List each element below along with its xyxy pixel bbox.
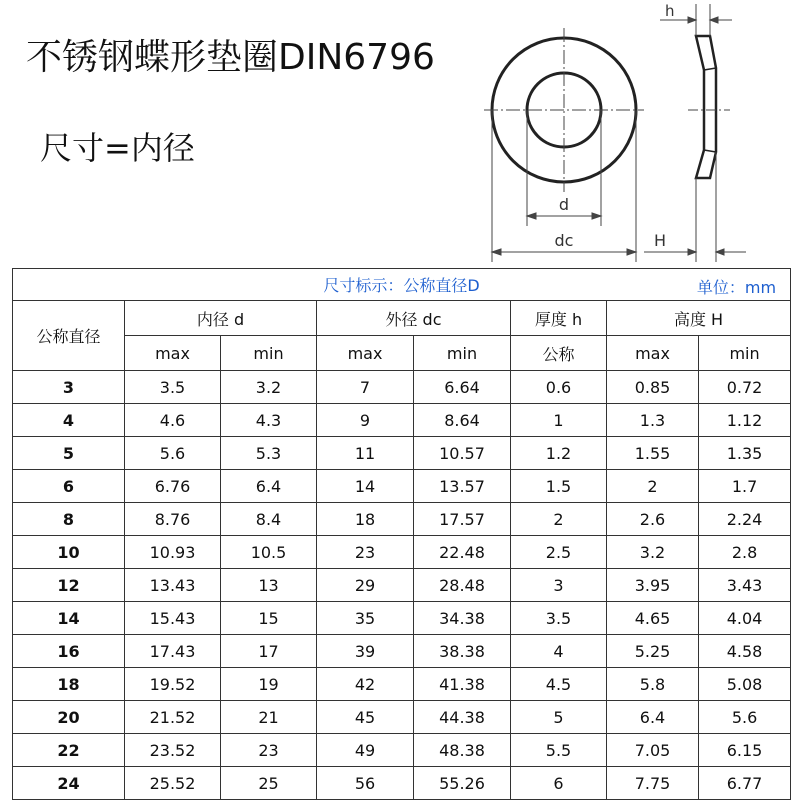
table-row <box>13 569 791 602</box>
subheader-height-min: min <box>699 336 791 371</box>
cell-nominal-diameter: 18 <box>13 668 125 701</box>
cell-height-max: 5.25 <box>607 635 699 668</box>
cell-outer-min: 22.48 <box>414 536 511 569</box>
header-nominal-diameter: 公称直径 <box>13 301 125 371</box>
cell-thickness: 0.6 <box>511 371 607 404</box>
cell-outer-min: 17.57 <box>414 503 511 536</box>
cell-height-max: 5.8 <box>607 668 699 701</box>
cell-height-min: 2.24 <box>699 503 791 536</box>
page-subtitle: 尺寸=内径 <box>40 129 195 167</box>
cell-outer-max: 14 <box>317 470 414 503</box>
cell-inner-max: 5.6 <box>125 437 221 470</box>
washer-side-view <box>696 36 716 178</box>
label-H: H <box>654 231 667 250</box>
cell-nominal-diameter: 14 <box>13 602 125 635</box>
table-row <box>13 437 791 470</box>
cell-outer-min: 34.38 <box>414 602 511 635</box>
cell-inner-max: 21.52 <box>125 701 221 734</box>
cell-height-min: 6.15 <box>699 734 791 767</box>
cell-outer-max: 49 <box>317 734 414 767</box>
cell-height-max: 7.05 <box>607 734 699 767</box>
cell-thickness: 3.5 <box>511 602 607 635</box>
cell-outer-min: 44.38 <box>414 701 511 734</box>
cell-thickness: 1.5 <box>511 470 607 503</box>
label-dc: dc <box>554 231 574 250</box>
cell-height-min: 6.77 <box>699 767 791 800</box>
cell-height-min: 4.04 <box>699 602 791 635</box>
cell-height-min: 1.7 <box>699 470 791 503</box>
cell-height-max: 0.85 <box>607 371 699 404</box>
cell-inner-min: 5.3 <box>221 437 317 470</box>
cell-thickness: 3 <box>511 569 607 602</box>
cell-inner-max: 19.52 <box>125 668 221 701</box>
cell-inner-min: 10.5 <box>221 536 317 569</box>
table-body <box>13 371 791 800</box>
cell-inner-min: 13 <box>221 569 317 602</box>
cell-inner-max: 25.52 <box>125 767 221 800</box>
cell-height-min: 5.08 <box>699 668 791 701</box>
subheader-outer-max: max <box>317 336 414 371</box>
cell-outer-max: 9 <box>317 404 414 437</box>
cell-inner-min: 17 <box>221 635 317 668</box>
header-inner-diameter: 内径 d <box>125 301 317 336</box>
table-row <box>13 734 791 767</box>
cell-inner-max: 17.43 <box>125 635 221 668</box>
cell-nominal-diameter: 24 <box>13 767 125 800</box>
cell-outer-max: 35 <box>317 602 414 635</box>
table-row <box>13 767 791 800</box>
table-unit: 单位：mm <box>696 278 777 297</box>
cell-height-max: 1.3 <box>607 404 699 437</box>
table-row <box>13 536 791 569</box>
cell-nominal-diameter: 6 <box>13 470 125 503</box>
subheader-thickness-nominal: 公称 <box>511 336 607 371</box>
cell-inner-min: 21 <box>221 701 317 734</box>
cell-thickness: 5.5 <box>511 734 607 767</box>
cell-thickness: 2 <box>511 503 607 536</box>
cell-thickness: 6 <box>511 767 607 800</box>
cell-outer-max: 11 <box>317 437 414 470</box>
cell-outer-min: 28.48 <box>414 569 511 602</box>
cell-height-max: 7.75 <box>607 767 699 800</box>
cell-thickness: 2.5 <box>511 536 607 569</box>
cell-thickness: 4 <box>511 635 607 668</box>
page-title: 不锈钢蝶形垫圈DIN6796 <box>26 37 435 78</box>
cell-inner-max: 10.93 <box>125 536 221 569</box>
cell-inner-max: 4.6 <box>125 404 221 437</box>
label-d: d <box>558 195 570 214</box>
cell-height-max: 6.4 <box>607 701 699 734</box>
cell-inner-min: 25 <box>221 767 317 800</box>
cell-inner-min: 19 <box>221 668 317 701</box>
label-h: h <box>665 2 675 20</box>
cell-height-min: 4.58 <box>699 635 791 668</box>
table-row <box>13 701 791 734</box>
cell-outer-max: 45 <box>317 701 414 734</box>
cell-outer-max: 42 <box>317 668 414 701</box>
cell-nominal-diameter: 20 <box>13 701 125 734</box>
cell-outer-max: 29 <box>317 569 414 602</box>
cell-inner-max: 23.52 <box>125 734 221 767</box>
cell-inner-min: 4.3 <box>221 404 317 437</box>
washer-center-lines <box>484 28 644 192</box>
cell-height-min: 3.43 <box>699 569 791 602</box>
cell-thickness: 1 <box>511 404 607 437</box>
table-subheader-row <box>13 336 791 371</box>
cell-inner-max: 13.43 <box>125 569 221 602</box>
header-outer-diameter: 外径 dc <box>317 301 511 336</box>
cell-nominal-diameter: 10 <box>13 536 125 569</box>
table-row <box>13 404 791 437</box>
cell-outer-min: 55.26 <box>414 767 511 800</box>
cell-inner-max: 15.43 <box>125 602 221 635</box>
header-height: 高度 H <box>607 301 791 336</box>
cell-height-max: 2.6 <box>607 503 699 536</box>
cell-outer-min: 48.38 <box>414 734 511 767</box>
cell-outer-max: 23 <box>317 536 414 569</box>
cell-height-max: 4.65 <box>607 602 699 635</box>
table-row <box>13 635 791 668</box>
cell-height-min: 1.35 <box>699 437 791 470</box>
cell-outer-min: 13.57 <box>414 470 511 503</box>
cell-outer-max: 18 <box>317 503 414 536</box>
cell-nominal-diameter: 3 <box>13 371 125 404</box>
cell-nominal-diameter: 16 <box>13 635 125 668</box>
cell-nominal-diameter: 4 <box>13 404 125 437</box>
header-thickness: 厚度 h <box>511 301 607 336</box>
table-row <box>13 470 791 503</box>
cell-outer-max: 56 <box>317 767 414 800</box>
table-caption: 尺寸标示：公称直径D <box>323 276 480 295</box>
cell-outer-min: 38.38 <box>414 635 511 668</box>
table-caption-row <box>13 269 791 301</box>
cell-thickness: 4.5 <box>511 668 607 701</box>
cell-outer-min: 8.64 <box>414 404 511 437</box>
subheader-outer-min: min <box>414 336 511 371</box>
cell-height-max: 2 <box>607 470 699 503</box>
cell-nominal-diameter: 8 <box>13 503 125 536</box>
cell-nominal-diameter: 22 <box>13 734 125 767</box>
cell-outer-min: 41.38 <box>414 668 511 701</box>
cell-inner-min: 6.4 <box>221 470 317 503</box>
subheader-inner-min: min <box>221 336 317 371</box>
cell-outer-max: 39 <box>317 635 414 668</box>
cell-height-max: 3.95 <box>607 569 699 602</box>
table-header-row <box>13 301 791 336</box>
cell-height-min: 5.6 <box>699 701 791 734</box>
table-row <box>13 602 791 635</box>
cell-inner-min: 15 <box>221 602 317 635</box>
cell-height-max: 1.55 <box>607 437 699 470</box>
cell-height-min: 2.8 <box>699 536 791 569</box>
cell-height-min: 0.72 <box>699 371 791 404</box>
cell-inner-min: 3.2 <box>221 371 317 404</box>
cell-nominal-diameter: 5 <box>13 437 125 470</box>
cell-outer-min: 10.57 <box>414 437 511 470</box>
washer-drawing <box>484 0 800 266</box>
cell-height-min: 1.12 <box>699 404 791 437</box>
table-row <box>13 503 791 536</box>
cell-inner-min: 8.4 <box>221 503 317 536</box>
cell-inner-max: 6.76 <box>125 470 221 503</box>
cell-inner-max: 8.76 <box>125 503 221 536</box>
dimension-table <box>12 268 791 800</box>
table-row <box>13 371 791 404</box>
cell-outer-min: 6.64 <box>414 371 511 404</box>
cell-thickness: 1.2 <box>511 437 607 470</box>
cell-inner-min: 23 <box>221 734 317 767</box>
table-row <box>13 668 791 701</box>
cell-nominal-diameter: 12 <box>13 569 125 602</box>
cell-outer-max: 7 <box>317 371 414 404</box>
subheader-inner-max: max <box>125 336 221 371</box>
cell-inner-max: 3.5 <box>125 371 221 404</box>
cell-height-max: 3.2 <box>607 536 699 569</box>
subheader-height-max: max <box>607 336 699 371</box>
cell-thickness: 5 <box>511 701 607 734</box>
